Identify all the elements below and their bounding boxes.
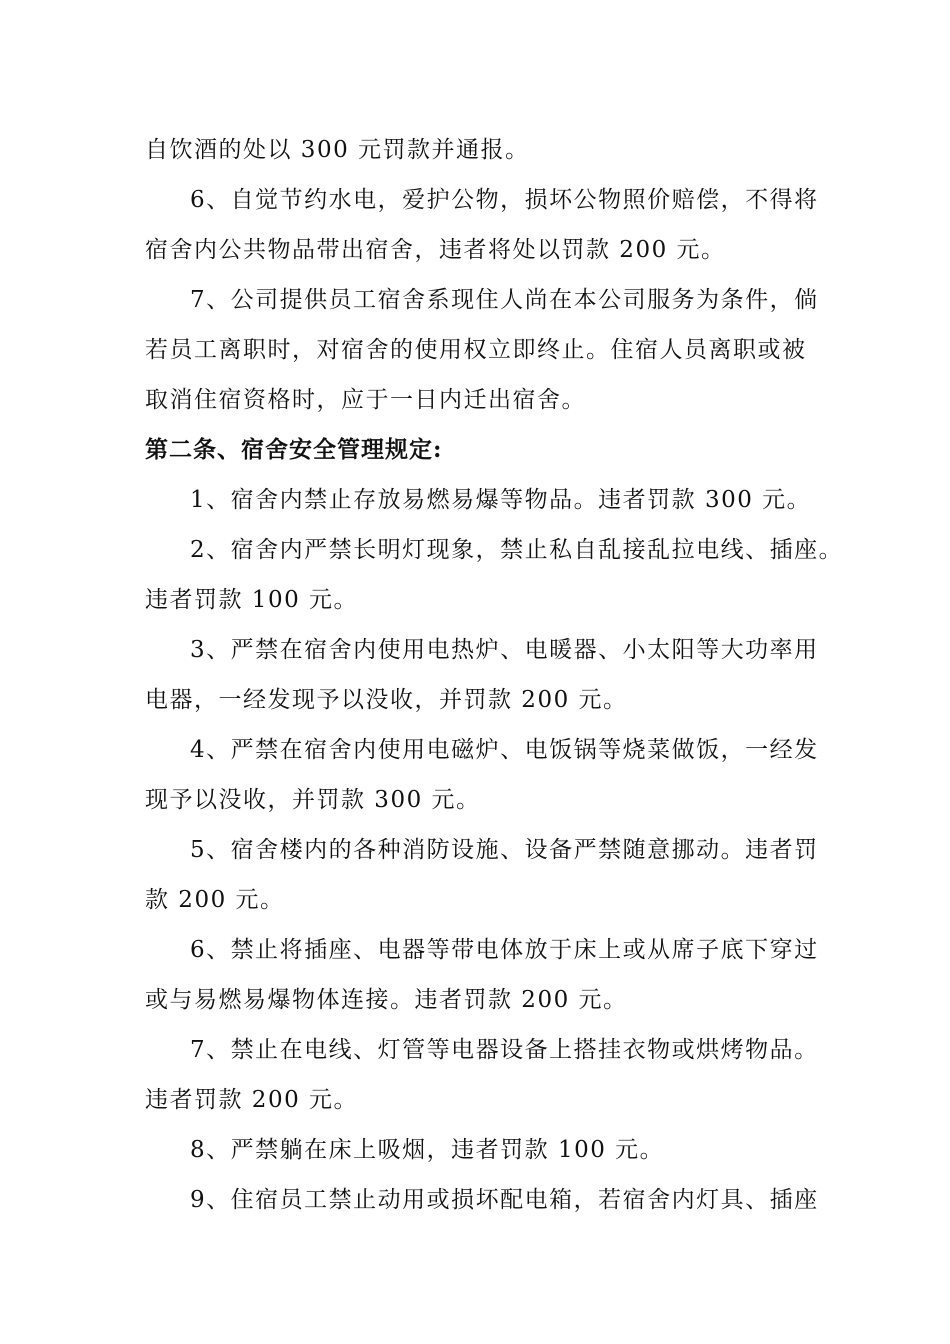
text-line: 宿舍内公共物品带出宿舍，违者将处以罚款 200 元。 bbox=[145, 237, 726, 263]
text-line: 3、严禁在宿舍内使用电热炉、电暖器、小太阳等大功率用 bbox=[190, 637, 819, 663]
text-line: 现予以没收，并罚款 300 元。 bbox=[145, 787, 481, 813]
text-line: 6、禁止将插座、电器等带电体放于床上或从席子底下穿过 bbox=[190, 937, 819, 963]
text-line: 7、公司提供员工宿舍系现住人尚在本公司服务为条件，倘 bbox=[190, 287, 819, 313]
text-line: 或与易燃易爆物体连接。违者罚款 200 元。 bbox=[145, 987, 628, 1013]
text-line: 1、宿舍内禁止存放易燃易爆等物品。违者罚款 300 元。 bbox=[190, 487, 812, 513]
text-line: 电器，一经发现予以没收，并罚款 200 元。 bbox=[145, 687, 628, 713]
text-line: 自饮酒的处以 300 元罚款并通报。 bbox=[145, 137, 530, 163]
text-line: 违者罚款 100 元。 bbox=[145, 587, 359, 613]
text-line: 款 200 元。 bbox=[145, 887, 285, 913]
text-line: 违者罚款 200 元。 bbox=[145, 1087, 359, 1113]
text-line: 5、宿舍楼内的各种消防设施、设备严禁随意挪动。违者罚 bbox=[190, 837, 819, 863]
section-heading: 第二条、宿舍安全管理规定: bbox=[145, 436, 443, 463]
text-line: 7、禁止在电线、灯管等电器设备上搭挂衣物或烘烤物品。 bbox=[190, 1037, 819, 1063]
text-line: 若员工离职时，对宿舍的使用权立即终止。住宿人员离职或被 bbox=[145, 337, 807, 363]
text-line: 6、自觉节约水电，爱护公物，损坏公物照价赔偿，不得将 bbox=[190, 187, 819, 213]
text-line: 9、住宿员工禁止动用或损坏配电箱，若宿舍内灯具、插座 bbox=[190, 1187, 819, 1213]
text-line: 8、严禁躺在床上吸烟，违者罚款 100 元。 bbox=[190, 1137, 665, 1163]
text-line: 取消住宿资格时，应于一日内迁出宿舍。 bbox=[145, 387, 586, 413]
text-line: 4、严禁在宿舍内使用电磁炉、电饭锅等烧菜做饭，一经发 bbox=[190, 737, 819, 763]
text-line: 2、宿舍内严禁长明灯现象，禁止私自乱接乱拉电线、插座。 bbox=[190, 537, 844, 563]
